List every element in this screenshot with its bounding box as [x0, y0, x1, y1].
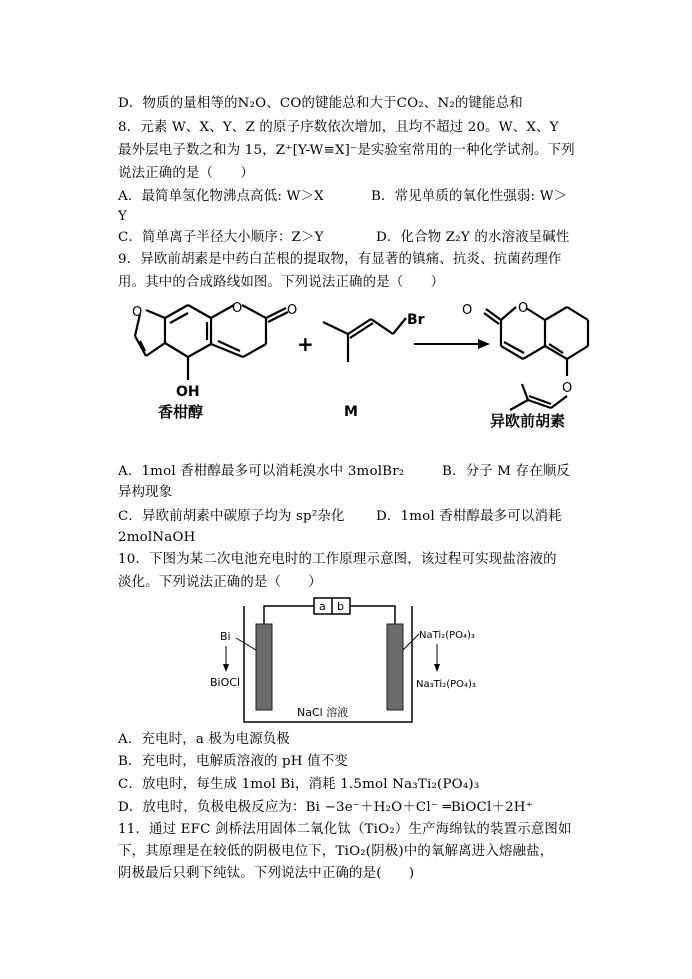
product-structure [484, 307, 588, 410]
q8-option-d: D．化合物 Z₂Y 的水溶液呈碱性 [376, 230, 570, 245]
na3ti-label: Na₃Ti₂(PO₄)₃ [416, 679, 476, 690]
left-wire [264, 606, 314, 624]
terminal-a-label: a [319, 600, 326, 613]
reactant-name: 香柑醇 [158, 403, 204, 421]
q9-option-c: C．异欧前胡素中碳原子均为 sp²杂化 [118, 509, 345, 524]
biocl-label: BiOCl [210, 676, 240, 689]
q10-stem-line1: 10．下图为某二次电池充电时的工作原理示意图，该过程可实现盐溶液的 [118, 552, 557, 567]
q8-option-c: C．简单离子半径大小顺序：Z＞Y [118, 230, 324, 245]
reaction-arrow [414, 339, 490, 349]
q11-stem-line3: 阴极最后只剩下纯钛。下列说法中正确的是( ) [118, 866, 415, 881]
product-name: 异欧前胡素 [490, 412, 566, 430]
product-carbonyl-oxygen-label: O [462, 303, 473, 318]
q10-option-a: A．充电时，a 极为电源负极 [118, 732, 291, 747]
nati-electrode [387, 624, 403, 710]
bi-label: Bi [220, 630, 231, 643]
q10-stem-line2: 淡化。下列说法正确的是（ ） [118, 575, 322, 590]
q11-stem-line1: 11．通过 EFC 剑桥法用固体二氧化钛（TiO₂）生产海绵钛的装置示意图如 [118, 822, 572, 837]
reagent-m-name: M [344, 404, 358, 420]
q9-stem-line2: 用。其中的合成路线如图。下列说法正确的是（ ） [118, 275, 445, 290]
product-lactone-oxygen-label: O [518, 301, 529, 316]
bromine-label: Br [407, 312, 425, 328]
q8-option-b-wrap: Y [118, 209, 128, 224]
q9-option-d-wrap: 2molNaOH [118, 530, 196, 545]
q9-stem-line1: 9．异欧前胡素是中药白芷根的提取物，有显著的镇痛、抗炎、抗菌药理作 [118, 252, 562, 267]
q7-option-d: D．物质的量相等的N₂O、CO的键能总和大于CO₂、N₂的键能总和 [118, 96, 523, 111]
ether-oxygen-label: O [562, 381, 573, 396]
q8-option-b: B．常见单质的氧化性强弱: W＞ [371, 189, 568, 204]
q9-option-d: D．1mol 香柑醇最多可以消耗 [376, 509, 562, 524]
synthesis-route-figure [118, 296, 598, 438]
plus-sign: + [297, 332, 314, 356]
q10-option-c: C．放电时，每生成 1mol Bi，消耗 1.5mol Na₃Ti₂(PO₄)₃ [118, 777, 480, 792]
q8-stem-line1: 8．元素 W、X、Y、Z 的原子序数依次增加，且均不超过 20。W、X、Y [118, 120, 559, 135]
q8-option-a: A．最简单氢化物沸点高低: W＞X [118, 189, 324, 204]
q10-option-d: D．放电时，负极电极反应为：Bi −3e⁻＋H₂O＋Cl⁻ ═BiOCl＋2H⁺ [118, 800, 533, 815]
carbonyl-oxygen-label: O [287, 303, 298, 318]
q10-option-b: B．充电时，电解质溶液的 pH 值不变 [118, 754, 348, 769]
q8-stem-line3: 说法正确的是（ ） [118, 166, 254, 181]
nacl-solution-label: NaCl 溶液 [297, 706, 349, 719]
q8-stem-line2: 最外层电子数之和为 15，Z⁺[Y-W≡X]⁻是实验室常用的一种化学试剂。下列 [118, 143, 575, 158]
terminal-b-label: b [337, 600, 344, 613]
q9-option-b: B．分子 M 存在顺反 [442, 464, 570, 479]
q9-option-a: A．1mol 香柑醇最多可以消耗溴水中 3molBr₂ [118, 464, 405, 479]
reactant-structure [135, 305, 288, 380]
q11-stem-line2: 下，其原理是在较低的阴极电位下，TiO₂(阴极)中的氧解离进入熔融盐， [118, 844, 554, 859]
battery-diagram [200, 594, 500, 726]
reagent-m-structure [323, 318, 406, 362]
furan-oxygen-label: O [132, 305, 143, 320]
lactone-oxygen-label: O [232, 301, 243, 316]
q9-option-b-wrap: 异构现象 [118, 485, 173, 500]
hydroxyl-label: OH [176, 384, 200, 400]
bi-electrode [256, 624, 272, 710]
right-wire [350, 606, 395, 624]
nati-label: NaTi₂(PO₄)₃ [419, 630, 475, 641]
